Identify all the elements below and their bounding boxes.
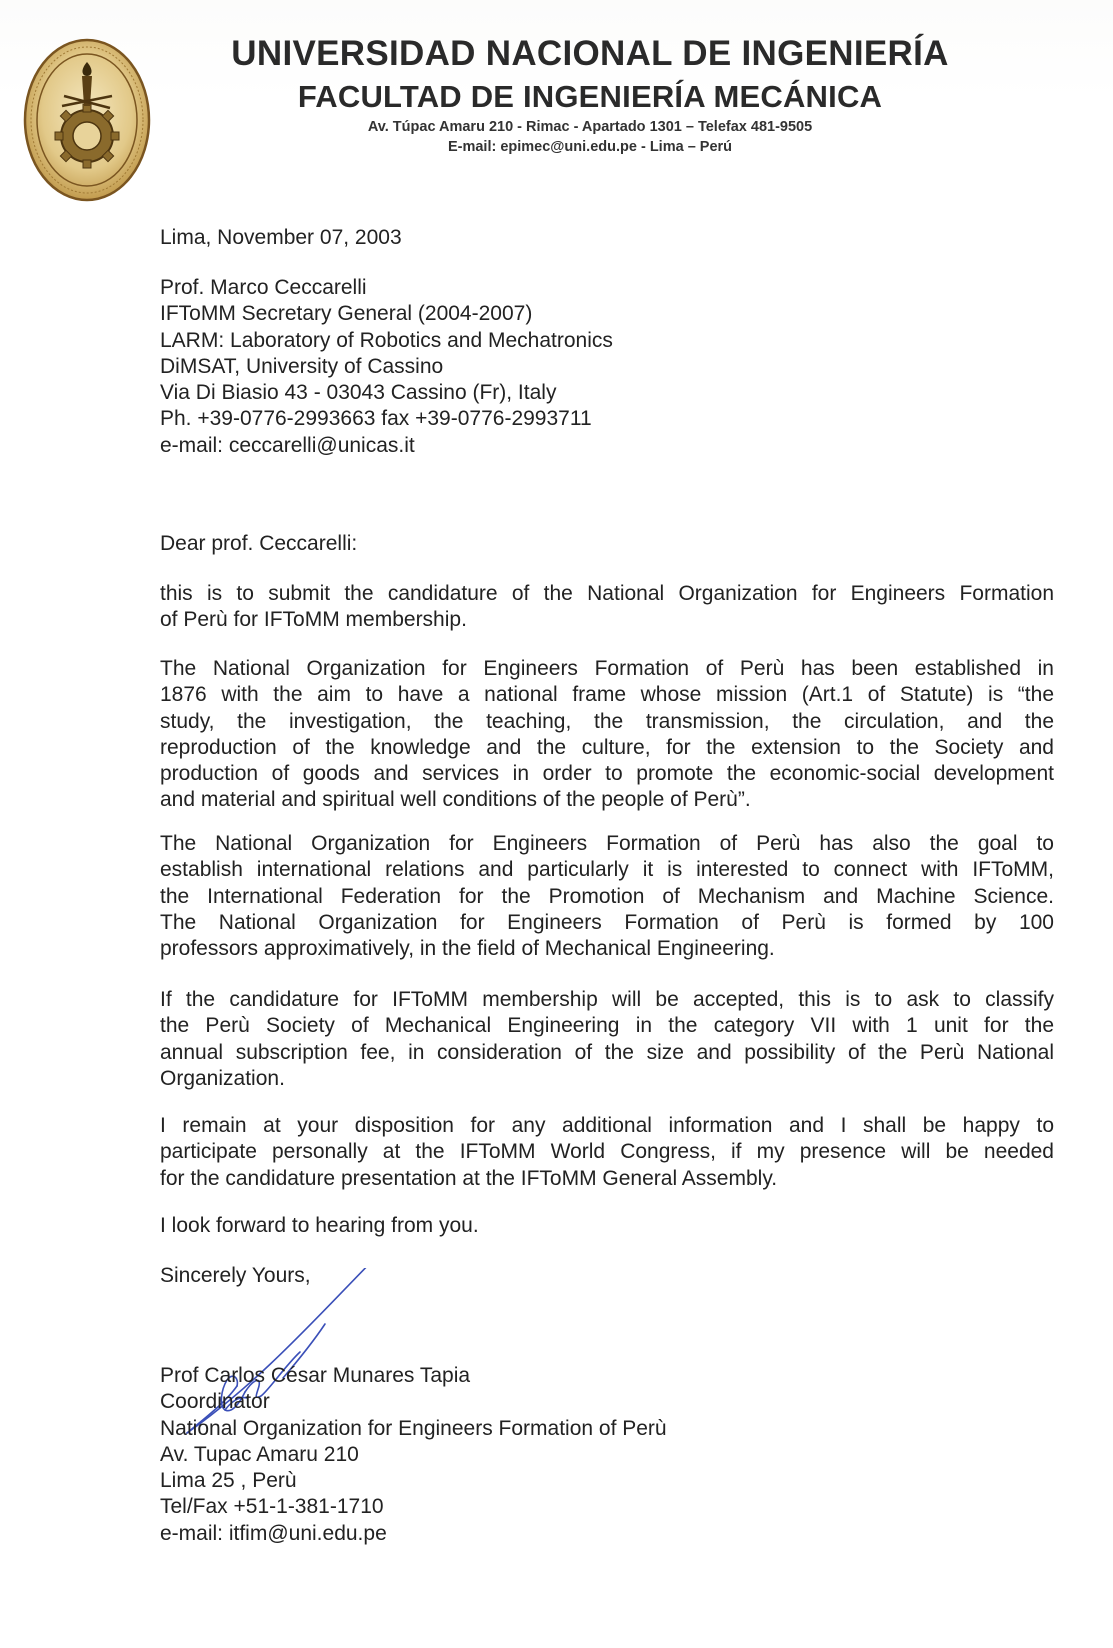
paragraph-line: annual subscription fee, in consideration of the size and possibility of the Perù National	[160, 1040, 1054, 1064]
paragraph-line: 1876 with the aim to have a national frame whose mission (Art.1 of Statute) is “the	[160, 683, 1054, 707]
sender-role: Coordinator	[160, 1390, 270, 1414]
university-seal-icon	[22, 36, 152, 204]
sender-block	[160, 1363, 667, 1547]
sender-organization: National Organization for Engineers Formation of Perù	[160, 1416, 667, 1440]
university-name: UNIVERSIDAD NACIONAL DE INGENIERÍA	[231, 34, 949, 73]
paragraph-line: the Perù Society of Mechanical Engineering in the category VII with 1 unit for the	[160, 1014, 1054, 1038]
recipient-lab: LARM: Laboratory of Robotics and Mechatronics	[160, 328, 613, 352]
recipient-department: DiMSAT, University of Cassino	[160, 354, 444, 378]
recipient-street: Via Di Biasio 43 - 03043 Cassino (Fr), Italy	[160, 381, 557, 405]
paragraph-line: of Perù for IFToMM membership.	[160, 608, 467, 632]
paragraph-line: professors approximatively, in the field of Mechanical Engineering.	[160, 937, 775, 961]
paragraph-line: Organization.	[160, 1066, 285, 1090]
letterhead-email: E-mail: epimec@uni.edu.pe - Lima – Perú	[447, 139, 733, 155]
paragraph-line: I remain at your disposition for any additional information and I shall be happy to	[160, 1114, 1054, 1137]
paragraph-5	[160, 1113, 1054, 1192]
paragraph-4	[160, 987, 1054, 1092]
paragraph-line: establish international relations and particularly it is interested to connect with IFToMM,	[160, 858, 1054, 882]
sender-city: Lima 25 , Perù	[160, 1469, 297, 1493]
signoff: Sincerely Yours,	[160, 1264, 311, 1287]
paragraph-line: The National Organization for Engineers Formation of Perù is formed by 100	[160, 910, 1054, 934]
paragraph-line: The National Organization for Engineers Formation of Perù has also the goal to	[160, 832, 1054, 855]
recipient-email: e-mail: ceccarelli@unicas.it	[160, 433, 415, 457]
sender-telfax: Tel/Fax +51-1-381-1710	[160, 1495, 384, 1519]
paragraph-line: If the candidature for IFToMM membership will be accepted, this is to ask to classify	[160, 988, 1054, 1011]
paragraph-line: participate personally at the IFToMM World Congress, if my presence will be needed	[160, 1140, 1054, 1164]
letter-date: Lima, November 07, 2003	[160, 226, 402, 249]
paragraph-line: The National Organization for Engineers Formation of Perù has been established in	[160, 657, 1054, 680]
salutation: Dear prof. Ceccarelli:	[160, 532, 358, 555]
paragraph-line: this is to submit the candidature of the National Organization for Engineers Formation	[160, 582, 1054, 605]
paragraph-1	[160, 581, 1054, 634]
recipient-title: IFToMM Secretary General (2004-2007)	[160, 302, 533, 326]
recipient-address-block	[160, 275, 613, 459]
faculty-name: FACULTAD DE INGENIERÍA MECÁNICA	[297, 79, 883, 114]
paragraph-line: for the candidature presentation at the IFToMM General Assembly.	[160, 1166, 778, 1190]
letterhead-address: Av. Túpac Amaru 210 - Rimac - Apartado 1301 – Telefax 481-9505	[367, 119, 813, 135]
sender-name: Prof Carlos César Munares Tapia	[160, 1364, 471, 1387]
recipient-name: Prof. Marco Ceccarelli	[160, 276, 367, 299]
sender-email: e-mail: itfim@uni.edu.pe	[160, 1521, 387, 1545]
paragraph-line: and material and spiritual well conditions of the people of Perù”.	[160, 788, 751, 812]
paragraph-2	[160, 656, 1054, 814]
sender-street: Av. Tupac Amaru 210	[160, 1442, 359, 1466]
paragraph-line: reproduction of the knowledge and the culture, for the extension to the Society and	[160, 735, 1054, 759]
closing-line: I look forward to hearing from you.	[160, 1214, 479, 1237]
paragraph-line: production of goods and services in order to promote the economic-social development	[160, 762, 1054, 786]
recipient-phone: Ph. +39-0776-2993663 fax +39-0776-2993711	[160, 407, 592, 431]
paragraph-line: study, the investigation, the teaching, the transmission, the circulation, and the	[160, 709, 1054, 733]
paragraph-3	[160, 831, 1054, 962]
paragraph-line: the International Federation for the Promotion of Mechanism and Machine Science.	[160, 884, 1054, 908]
